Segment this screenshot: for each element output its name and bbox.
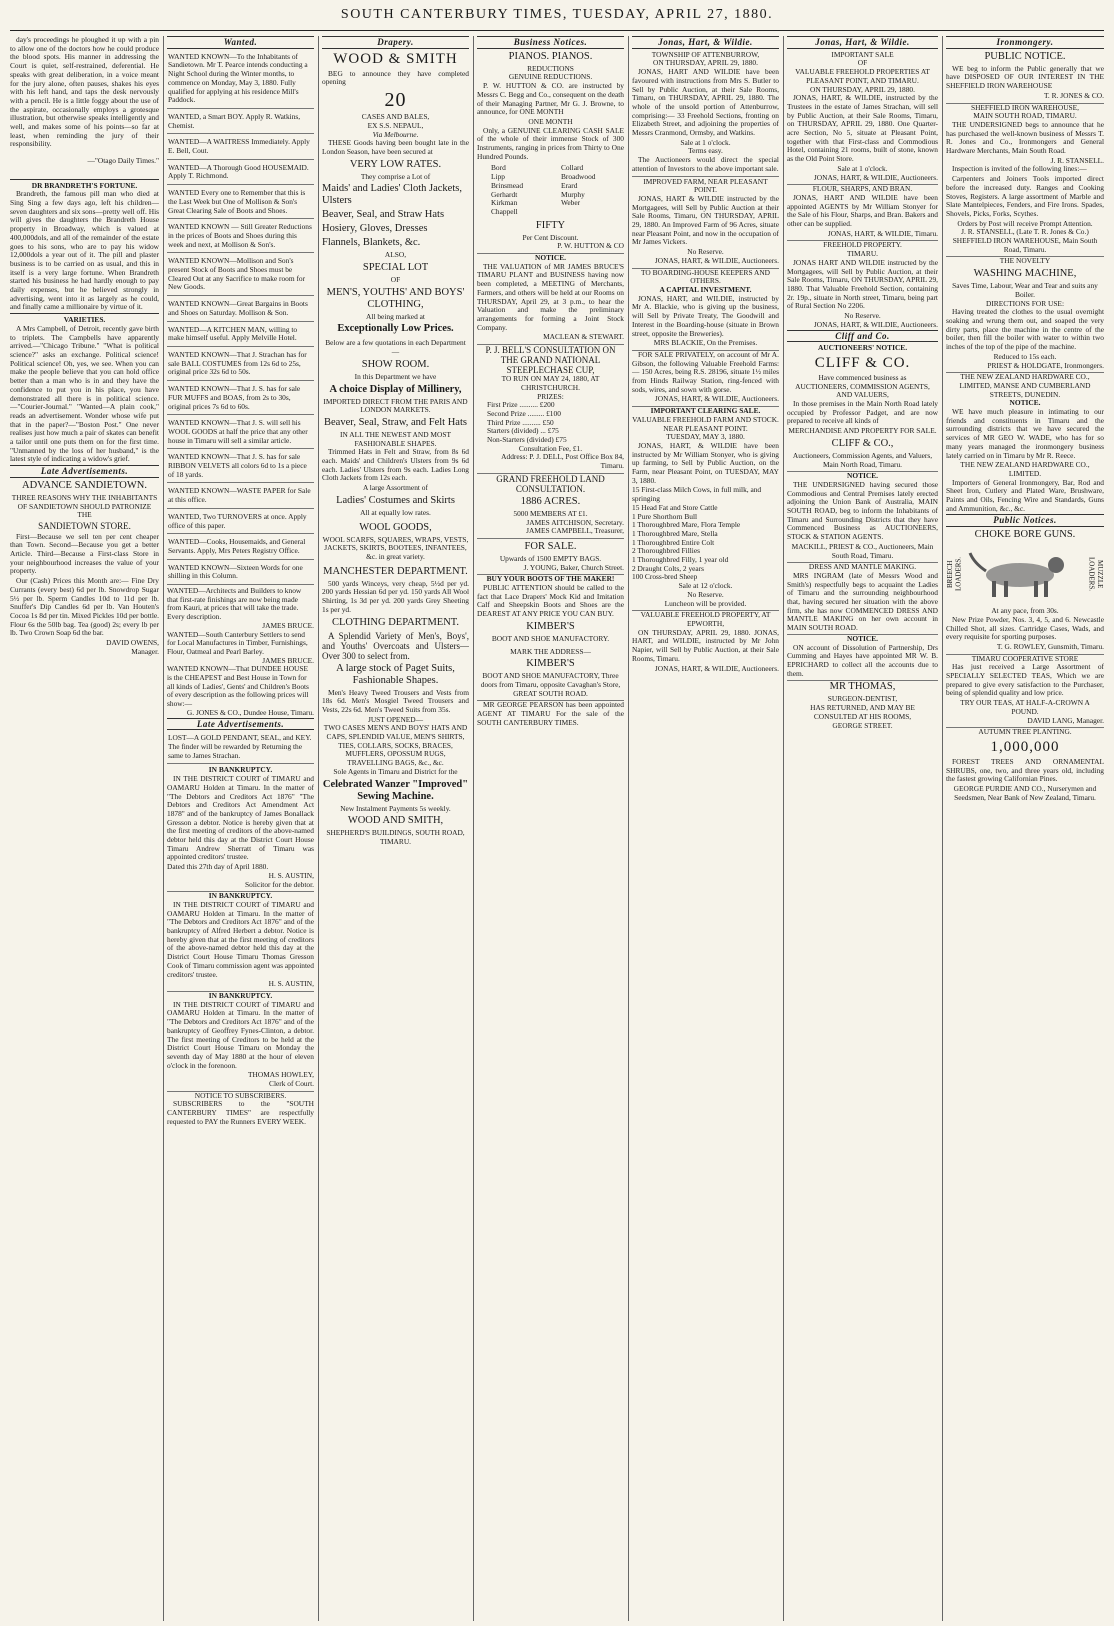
ad-text: BOOT AND SHOE MANUFACTORY. (491, 633, 610, 643)
wanted-ad: WANTED KNOWN—That DUNDEE HOUSE is the CHEAPEST and Best House in Town for all kinds of Ladies', Gents' and Children's Boots of every description as the following prices will show:— (167, 664, 309, 709)
ad-text: THESE Goods having been bought late in the London Season, have been secured at (322, 138, 469, 156)
maker-item: Weber (561, 198, 581, 208)
ad-text: ALSO, (384, 250, 407, 260)
maker-list (477, 164, 624, 216)
masthead (0, 0, 1114, 32)
column-rule (473, 36, 474, 1621)
ad-text: CASES AND BALES, (361, 112, 430, 122)
ad-text: Sole Agents in Timaru and District for the (333, 766, 458, 776)
ad-signature: JONAS, HART, & WILDIE, Auctioneers. (632, 257, 779, 269)
wanted-ad: WANTED—A WAITRESS Immediately. Apply E. Bell, Cout. (167, 136, 314, 159)
column-4 (477, 36, 624, 1621)
prize-row: Third Prize .......... £50 (487, 417, 554, 427)
ad-text: Carpenters and Joiners Tools imported direct before the increased duty. Ranges and Cooking Stoves, Registers. A large assortment of Marble and Slate Mantelpieces, Fenders, and Fire Irons. Spades, Shovels, Picks, Forks, Scythes. (946, 174, 1104, 218)
stock-item: 1 Pure Shorthorn Bull (632, 511, 698, 521)
ad-title: SHOW ROOM. (361, 358, 430, 370)
breech-label: BREECH LOADERS. (946, 557, 963, 592)
ad-text: THE VALUATION of MR JAMES BRUCE'S TIMARU PLANT and BUSINESS having now been completed, a MEETING of Merchants, Farmers, and others will be held at our Rooms on THURSDAY, April 29, at 3 p.m., to hear the Valuation and make the preliminary arrangements for forming a Joint Stock Company. (477, 261, 624, 332)
ad-text: CONSULTED AT HIS ROOMS, (813, 711, 912, 721)
ad-text: MAIN SOUTH ROAD, TIMARU. (973, 111, 1077, 121)
ad-text: New Instalment Payments 5s weekly. (340, 803, 451, 813)
story-text: A Mrs Campbell, of Detroit, recently gave birth to triplets. The Campbells have apparently arrived.—"Chicago Tribune." "What is political science?" asks an exchange. Political science! Political science! Oh, yes, we see. When you can make the people believe that you can hold office better than a man who is in and they have the confidence to put you in his place, you have demonstrated all there is in political science.—"Courier-Journal." "Wanted—A plain cook," reads an advertisement. Wonder whose wife put that in the paper?—"Boston Post." One never realises just how much a pair of skates can benefit a tailor until one puts them on for the first time. "Unmanned by the loss of her husband," is the latest style of indicating a widow's grief. (10, 323, 159, 464)
ad-text: NEAR PLEASANT POINT. (663, 423, 748, 433)
wanted-ad: WANTED KNOWN—That J. S. has for sale FUR MUFFS and BOAS, from 2s to 30s, original prices 7s 6d to 60s. (167, 383, 314, 415)
ad-text: TIMARU. (847, 249, 878, 259)
prize-row: Second Prize ......... £100 (487, 408, 561, 418)
ad-title: IN BANKRUPTCY. (208, 891, 273, 901)
muzzle-label: MUZZLE LOADERS. (1087, 557, 1104, 592)
stock-item: 1 Thoroughbred Filly, 1 year old (632, 555, 729, 565)
ad-title: NOTICE. (846, 471, 878, 481)
ad-title: WOOD & SMITH (333, 50, 458, 67)
ad-text: Per Cent Discount. (522, 232, 579, 242)
ad-text: JONAS, HART & WILDIE instructed by the Mortgagees, will Sell by Public Auction at their Sale Rooms, Timaru, ON THURSDAY, APRIL 29, 1880. An Improved Farm of 96 Acres, situate near Pleasant Point, and now in the occupation of Mr James Vickers. (632, 193, 779, 247)
wanted-ad: WANTED—Architects and Builders to know that first-rate finishings are now being made from Kauri, at prices that will take the trade. Every description. (167, 586, 302, 622)
ad-signature: GEORGE PURDIE AND CO., Nurserymen and Seedsmen, Near Bank of New Zealand, Timaru. (953, 784, 1097, 802)
ad-signature: PRIEST & HOLDGATE, Ironmongers. (946, 362, 1104, 374)
ad-signature: JONAS, HART, & WILDIE, Auctioneers. (654, 663, 779, 673)
ad-signature: P. W. HUTTON & CO (477, 242, 624, 254)
story-source: —"Otago Daily Times." (87, 155, 159, 165)
ad-title: Ladies' Costumes and Skirts (336, 494, 455, 506)
ad-signature: MACKILL, PRIEST & CO., Auctioneers, Main South Road, Timaru. (787, 543, 938, 563)
ad-title: KIMBER'S (526, 620, 575, 632)
section-heading: Public Notices. (946, 514, 1104, 527)
ad-title: KIMBER'S (526, 658, 575, 670)
ad-signature: H. S. AUSTIN, (167, 980, 314, 992)
ad-title: ADVANCE SANDIETOWN. (21, 479, 148, 491)
wanted-ad: WANTED KNOWN—To the Inhabitants of Sandietown. Mr T. Pearce intends conducting a Night School during the Winter months, to commence on Monday, May 3, 1880. Fully qualified for applying at his residence Mill's Paddock. (167, 51, 314, 109)
maker-item: Broadwood (561, 172, 596, 182)
ad-signature: J. R. STANSELL. (1050, 155, 1104, 165)
ad-signature: JONAS, HART, & WILDIE, Timaru. (787, 230, 938, 242)
ad-line: Maids' and Ladies' Cloth Jackets, Ulsters (322, 183, 462, 207)
ad-text: SUBSCRIBERS to the "SOUTH CANTERBURY TIMES" are respectfully requested to PAY the Runners EVERY WEEK. (167, 1099, 314, 1126)
ad-text: THE UNDERSIGNED begs to announce that he has purchased the well-known business of Messrs T. R. Jones and Co., Ironmongers and General Hardware Merchants, Main South Road. (946, 119, 1104, 156)
column-3 (322, 36, 469, 1621)
ad-text: Reduced to 15s each. (993, 351, 1057, 361)
ad-title: SPECIAL LOT (362, 262, 429, 274)
maker-item: Brinsmead (491, 180, 524, 190)
stock-item: 15 First-class Milch Cows, in full milk, and springing (632, 485, 762, 504)
ad-text: JONAS, HART AND WILDIE have been appointed AGENTS by Mr William Stonyer for the Sale of his Flour, Sharps, and Bran. Bakers and other can be supplied. (787, 192, 938, 229)
section-heading: Late Advertisements. (167, 718, 314, 731)
ad-title: SHEFFIELD IRON WAREHOUSE, (970, 102, 1080, 112)
column-rule (163, 36, 164, 1621)
maker-item: Bord (491, 163, 506, 173)
wanted-ad: WANTED KNOWN—That J. Strachan has for sale BALL COSTUMES from 12s 6d to 25s, original price 32s 6d to 50s. (167, 349, 314, 381)
ad-text: BEG to announce they have completed opening (322, 68, 469, 87)
ad-title: BUY YOUR BOOTS OF THE MAKER! (486, 574, 615, 584)
section-heading: Drapery. (322, 36, 469, 49)
maker-item: Kirkman (491, 198, 518, 208)
ad-text: Orders by Post will receive Prompt Attention. (957, 218, 1093, 228)
ad-title: P. J. BELL'S CONSULTATION ON THE GRAND NATIONAL STEEPLECHASE CUP, (485, 345, 616, 376)
prize-row: Non-Starters (divided) £75 (487, 435, 567, 445)
ad-text: FOR SALE PRIVATELY, on account of Mr A. Gibson, the following Valuable Freehold Farms:— 150 Acres, being R.S. 28196, situate 1½ miles from Hinds Railway Station, ring-fenced with sods, wires, and sown with gorse. (632, 349, 779, 394)
column-rule (783, 36, 784, 1621)
stock-item: 1 Thoroughbred Entire Colt (632, 537, 715, 547)
ad-number: 20 (384, 89, 407, 112)
ad-text: A large Assortment of (363, 483, 428, 493)
ad-text: PRIZES: (537, 391, 564, 401)
ad-text: MRS BLACKIE, On the Premises. (632, 339, 779, 351)
ad-text: TRY OUR TEAS, AT HALF-A-CROWN A POUND. (960, 698, 1090, 716)
column-5 (632, 36, 779, 1621)
ad-title: IN BANKRUPTCY. (208, 990, 273, 1000)
ad-signature: JONAS, HART, & WILDIE, Auctioneers. (632, 395, 779, 407)
wanted-ad: WANTED KNOWN—Sixteen Words for one shilling in this Column. (167, 562, 314, 585)
ad-title: IMPORTANT CLEARING SALE. (650, 406, 761, 416)
ad-title: AUTUMN TREE PLANTING. (978, 727, 1072, 737)
ad-text: MRS INGRAM (late of Messrs Wood and Smith's) respectfully begs to acquaint the Ladies of Timaru and the surrounding neighbourhood that, having secured her situation with the above firm, she has now COMMENCED DRESS AND MANTLE MAKING on her own account in MAIN SOUTH ROAD. (787, 570, 938, 633)
ad-text: Auctioneers, Commission Agents, and Valuers, Main North Road, Timaru. (787, 452, 938, 472)
ad-text: No Reserve. (844, 311, 881, 321)
ad-title: CLIFF & CO., (831, 437, 894, 449)
ad-title: PUBLIC NOTICE. (984, 50, 1066, 62)
ad-text: JONAS HART AND WILDIE instructed by the Mortgagees, will Sell by Public Auction, at their Sale Rooms, Timaru, ON THURSDAY, APRIL 29, 1880. That Valuable Freehold Section, containing 2r. 19p., situate in North street, Timaru, being part of Rural Section No 2206. (787, 257, 938, 311)
ad-text: MR GEORGE PEARSON has been appointed AGENT AT TIMARU For the sale of the SOUTH CANTERBURY TIMES. (477, 700, 624, 727)
ad-line: Hosiery, Gloves, Dresses (322, 223, 428, 235)
ad-text: All being marked at (366, 311, 425, 321)
column-rule (628, 36, 629, 1621)
ad-text: MARK THE ADDRESS— (510, 646, 591, 656)
ad-text: WE beg to inform the Public generally that we have DISPOSED OF OUR INTEREST IN THE SHEFFIELD IRON WAREHOUSE (946, 63, 1104, 91)
ad-title: IN BANKRUPTCY. (208, 765, 273, 775)
wanted-ad: WANTED KNOWN—That J. S. has for sale RIBBON VELVETS all colors 6d to 1s a piece of 18 yards. (167, 451, 314, 483)
ad-title: NOTICE. (1009, 398, 1041, 408)
ad-text: GENUINE REDUCTIONS. (508, 72, 593, 82)
ad-text: Having treated the clothes to the usual overnight soaking and wrung them out, and soaped the very dirty parts, place the machine in the centre of the boiler, then fill the boiler with water to within two inches of the top of the pipe of the machine. (946, 307, 1104, 352)
ad-signature: DAVID LANG, Manager. (946, 717, 1104, 729)
ad-text: WE have much pleasure in intimating to our friends and constituents in Timaru and the surrounding districts that we have secured the services of MR GEO W. WADE, who has for so many years managed the ironmongery business lately carried on in Timaru by Mr R. Reece. (946, 407, 1104, 460)
ad-title: PIANOS. PIANOS. (508, 50, 593, 62)
ad-title: VALUABLE FREEHOLD PROPERTY, AT EPWORTH, (640, 610, 771, 628)
ad-text: OF (857, 58, 868, 68)
ad-title: VALUABLE FREEHOLD FARM AND STOCK. (632, 414, 779, 424)
ad-text: FOREST TREES AND ORNAMENTAL SHRUBS, one, two, and three years old, including the fastest growing Californian Pines. (946, 757, 1104, 784)
ad-title: THE NOVELTY (999, 256, 1051, 266)
wanted-ad: WANTED KNOWN—Mollison and Son's present Stock of Boots and Shoes must be Cleared Out at any Sacrifice to make room for New Goods. (167, 255, 314, 296)
ad-text: Terms easy. (688, 146, 723, 156)
ad-title: IMPROVED FARM, NEAR PLEASANT POINT. (643, 176, 768, 195)
ad-text: No Reserve. (687, 589, 724, 599)
ad-title: A large stock of Paget Suits, Fashionable Shapes. (336, 662, 455, 686)
ad-signature: Manager. (131, 646, 159, 656)
ad-text: HAS RETURNED, AND MAY BE (810, 703, 915, 713)
ad-text: WOOL SCARFS, SQUARES, WRAPS, VESTS, JACKETS, SKIRTS, BOOTEES, INFANTEES, &c. in great variety. (322, 534, 469, 561)
maker-item: Gerhardt (491, 189, 518, 199)
ad-text: ON THURSDAY, APRIL 29, 1880. (810, 84, 915, 94)
ad-text: PUBLIC ATTENTION should be called to the fact that Lace Drapers' Mock Kid and Imitation Calf and Sheepskin Boots and Shoes are the DEAREST AT ANY PRICE YOU CAN BUY. (477, 583, 624, 619)
maker-item: Lipp (491, 172, 505, 182)
ad-title: CLOTHING DEPARTMENT. (331, 616, 460, 628)
ad-signature: DAVID OWENS, (106, 638, 159, 648)
ad-text: Only, a GENUINE CLEARING CASH SALE of the whole of their immense Stock of 300 Instruments, ranging in prices from Thirty to One Hundred Pounds. (477, 125, 624, 161)
ad-signature: J. R. STANSELL, (Late T. R. Jones & Co.) SHEFFIELD IRON WAREHOUSE, Main South Road, Timaru. (946, 228, 1104, 257)
ad-text: JUST OPENED— (367, 714, 424, 724)
ad-text: Via Melbourne. (372, 129, 419, 139)
ad-title: THE NEW ZEALAND HARDWARE CO., LIMITED. (960, 460, 1090, 478)
ad-text: Sale at 1 o'clock. (680, 137, 731, 147)
ad-text: Inspection is invited of the following lines:— (952, 164, 1087, 174)
ad-title: Beaver, Seal, Straw, and Felt Hats (324, 416, 467, 428)
ad-title: NOTICE TO SUBSCRIBERS. (167, 1091, 314, 1101)
ad-signature: JAMES AITCHISON, Secretary. (526, 517, 624, 527)
ad-text: TWO CASES MEN'S AND BOYS' HATS AND CAPS, SPLENDID VALUE, MEN'S SHIRTS, TIES, COLLARS, SOCKS, BRACES, MUFFLERS, OPOSSUM RUGS, TRAVELLING BAGS, &c., &c. (323, 723, 468, 768)
ad-title: WASHING MACHINE, (973, 268, 1077, 280)
ad-signature: Address: P. J. DELL, Post Office Box 84, Timaru. (477, 453, 624, 473)
ad-signature: H. S. AUSTIN, (268, 870, 314, 880)
ad-text: BOOT AND SHOE MANUFACTORY, Three doors from Timaru, opposite Cavaghan's Store, GREAT SOUTH ROAD. (477, 672, 624, 701)
ad-title: Celebrated Wanzer "Improved" Sewing Machine. (322, 778, 469, 802)
ad-signature: MACLEAN & STEWART. (477, 333, 624, 345)
wanted-ad: WANTED Every one to Remember that this is the Last Week but One of Mollison & Son's Great Clearing Sale of Boots and Shoes. (167, 187, 314, 219)
column-1 (10, 36, 159, 1621)
ad-text: No Reserve. (687, 247, 724, 257)
ad-text: REDUCTIONS (527, 63, 574, 73)
ad-text: ON account of Dissolution of Partnership, Drs Cumming and Hayes have appointed MR W. B. EPRICHARD to collect all the accounts due to them. (787, 642, 938, 678)
story-heading: VARIETIES. (10, 313, 159, 325)
wanted-ad: WANTED, a Smart BOY. Apply R. Watkins, Chemist. (167, 111, 314, 134)
ad-title: MANCHESTER DEPARTMENT. (323, 565, 468, 577)
wanted-ad: WANTED—A KITCHEN MAN, willing to make himself useful. Apply Melville Hotel. (167, 324, 314, 347)
ad-title: NOTICE. (787, 634, 938, 644)
ad-signature: JONAS, HART, & WILDIE, Auctioneers. (787, 174, 938, 186)
wanted-ad: WANTED KNOWN—That J. S. will sell his WOOL GOODS at half the price that any other house in Timaru will sell a similar article. (167, 417, 314, 449)
maker-item: Murphy (561, 189, 585, 199)
ad-text: New Prize Powder, Nos. 3, 4, 5, and 6. Newcastle Chilled Shot, all sizes. Cartridge Cases, Wads, and every requisite for sporting purposes. (946, 614, 1104, 642)
stock-item: 2 Thoroughbred Fillies (632, 546, 701, 556)
ad-subtitle: SANDIETOWN STORE. (38, 520, 131, 531)
ad-text: GEORGE STREET. (832, 720, 893, 730)
ad-signature: THOMAS HOWLEY, (248, 1070, 314, 1080)
ad-text: Sale at 1 o'clock. (837, 163, 888, 173)
prize-row: Starters (divided) ... £75 (487, 426, 559, 436)
bankruptcy-notice: IN THE DISTRICT COURT of TIMARU and OAMARU Holden at Timaru. In the matter of "The Debtors and Creditors Act 1876" and of the bankruptcy of Alfred Herbert a debtor. Notice is hereby given that at the first meeting of creditors of the above-named debtor held this day at the District Court House Timaru Thomas Gresson Cook of Timaru commission agent was appointed creditors' trustee. (167, 899, 314, 979)
ad-text: Saves Time, Labour, Wear and Tear and suits any Boiler. (952, 281, 1098, 299)
ad-text: First—Because we sell ten per cent cheaper than Town. Second—Because you get a better Article. Third—Because a First-class Store in your neighbourhood increases the value of your property. (10, 531, 159, 576)
ad-text: JONAS, HART, and WILDIE, instructed by Mr A. Blackie, who is giving up the business, will Sell by Private Treaty, The Goodwill and Interest in the Boarding-house (situate in Brown street, opposite the Breweries). (632, 293, 779, 338)
ad-text: JONAS, HART AND WILDIE have been favoured with instructions from Mrs S. Butler to Sell by Public Auction, at their Sale Rooms, Timaru, on THURSDAY, APRIL 29, 1880. The whole of the unsold portion of Attenburrow, comprising:— 33 Freehold Sections, fronting on Elizabeth Street, and adjoining the properties of Messrs Cranmond, Ormsby, and Watkins. (632, 67, 779, 138)
ad-text: Importers of General Ironmongery, Bar, Rod and Sheet Iron, Cutlery and Plated Ware, Brushware, Paints and Oils, Fencing Wire and Standards, Guns and Ammunition, &c., &c. (946, 477, 1104, 513)
wanted-ad: WANTED—Cooks, Housemaids, and General Servants. Apply, Mrs Peters Registry Office. (167, 536, 314, 559)
ad-signature: JAMES BRUCE. (262, 620, 314, 630)
ad-signature: Solicitor for the debtor. (167, 881, 314, 893)
ad-text: EX S.S. NEPAUL, (367, 120, 424, 130)
ad-text: THREE REASONS WHY THE INHABITANTS OF SANDIETOWN SHOULD PATRONIZE THE (11, 492, 158, 520)
masthead-rule (10, 30, 1104, 31)
wanted-ad: WANTED—South Canterbury Settlers to send for Local Manufactures in Timber, Furnishings, Flour, Oatmeal and Pearl Barley. (167, 629, 308, 656)
stock-list (632, 486, 779, 582)
ad-title: VERY LOW RATES. (349, 158, 442, 170)
ad-title: A choice Display of Millinery, (329, 383, 462, 395)
ad-text: ONE MONTH (528, 116, 573, 126)
section-heading: Ironmongery. (946, 36, 1104, 49)
ad-text: A Splendid Variety of Men's, Boys', and Youths' Overcoats and Ulsters—Over 300 to select from. (322, 630, 469, 661)
ad-text: Have commenced business as (818, 372, 907, 382)
ad-title: MEN'S, YOUTHS' AND BOYS' CLOTHING, (326, 286, 465, 310)
ad-signature: J. YOUNG, Baker, Church Street. (477, 564, 624, 576)
ad-title: MR THOMAS, (787, 680, 938, 693)
ad-title: MERCHANDISE AND PROPERTY FOR SALE. (788, 426, 937, 436)
ad-text: OF (390, 275, 401, 285)
prize-list (477, 401, 624, 445)
ad-text: In those premises in the Main North Road lately occupied by Professor Padget, and are now prepared to receive all kinds of (787, 399, 938, 426)
ad-title: 1886 ACRES. (520, 495, 581, 507)
section-heading: Late Advertisements. (10, 465, 159, 478)
ad-text: Sale at 12 o'clock. (678, 581, 733, 591)
ad-signature: T. R. JONES & CO. (946, 92, 1104, 104)
maker-item: Chappell (491, 206, 518, 216)
ad-text: Luncheon will be provided. (632, 600, 779, 612)
wanted-ad: WANTED—A Thorough Good HOUSEMAID. Apply T. Richmond. (167, 162, 314, 185)
ad-text: IMPORTED DIRECT FROM THE PARIS AND LONDON MARKETS. (323, 396, 468, 415)
ad-signature: JAMES CAMPBELL, Treasurer, (477, 527, 624, 539)
ad-title: THE NEW ZEALAND HARDWARE CO., LIMITED, MANSE AND CUMBERLAND STREETS, DUNEDIN. (959, 372, 1091, 399)
ad-text: Our (Cash) Prices this Month are:— Fine Dry Currants (every best) 6d per lb. Snowdrop Sugar 5½ per lb. Sperm Candles 10d to 11d per lb. Snuffer's Dip Candles 6d per lb. Van Houten's Cocoa 1s 8d per tin. Mixed Pickles 10d per bottle. Flour 6s the 50lb bag. Tea (good) 2s; every lb per lb. Two Crown Soap 6d the bar. (10, 576, 159, 638)
stock-item: 2 Draught Colts, 2 years (632, 563, 705, 573)
ad-text: Upwards of 1500 EMPTY BAGS. (499, 553, 602, 563)
ad-text: TO RUN ON MAY 24, 1880, AT CHRISTCHURCH. (501, 374, 600, 392)
column-7 (946, 36, 1104, 1621)
story-text: Brandreth, the famous pill man who died at Sing Sing a few days ago, left his children—seven daughters and six sons—pretty well off. His will gives the daughters the Brandreth House property in Broadway, which is valued at 400,000dols, and all of the remainder of the estate goes to his sons, who are to pay his widow 12,000dols a year out of it. The pill and plaster business is to be carried on as usual, and this in itself is a very large fortune. When Brandreth started his business he had hardly enough to pay daily expenses, but he believed strongly in advertising, went into it as largely as he could, and finally came a millionaire by virtue of it. (10, 189, 159, 312)
ad-text: Below are a few quotations in each Department— (325, 338, 466, 357)
column-rule (318, 36, 319, 1621)
section-heading: Jonas, Hart, & Wildie. (632, 36, 779, 49)
section-heading: Wanted. (167, 36, 314, 49)
ad-signature: JAMES BRUCE. (262, 655, 314, 665)
stock-item: 15 Head Fat and Store Cattle (632, 502, 718, 512)
ad-text: The Auctioneers would direct the special attention of Investors to the above important sale. (632, 156, 779, 176)
ad-text: Trimmed Hats in Felt and Straw, from 8s 6d each. Maids' and Children's Ulsters from 9s 6d each. Ladies' Ulsters from 9s each. Ladies Long Cloth Jackets from 12s each. (322, 447, 469, 483)
ad-signature: JONAS, HART, & WILDIE, Auctioneers. (813, 319, 938, 329)
ad-text: They comprise a Lot of (360, 171, 431, 181)
ad-text: THE UNDERSIGNED having secured those Commodious and Central Premises lately erected adjoining the Union Bank of Australia, MAIN SOUTH ROAD, beg to inform the Inhabitants of Timaru and Surrounding Districts that they have Commenced Business as AUCTIONEERS, STOCK & STATION AGENTS. (787, 479, 938, 542)
gun-illustration (946, 543, 1104, 605)
ad-title: CHOKE BORE GUNS. (974, 529, 1076, 541)
ad-text: SURGEON-DENTIST, (827, 694, 898, 704)
prize-row: First Prize .......... £200 (487, 400, 555, 410)
section-heading: Cliff and Co. (787, 330, 938, 343)
bankruptcy-notice: IN THE DISTRICT COURT of TIMARU and OAMARU Holden at Timaru. In the matter of "The Debtors and Creditors Act 1876" "The Debtors and Creditors Act Amendment Act 1878" and of the bankruptcy of James Bonallack Gresson a debtor. Notice is hereby given that at the first meeting of creditors of the above-named debtor held this day at the District Court House Timaru Andrew Sherratt of Timaru was appointed creditors' trustee. (167, 774, 314, 862)
section-heading: Business Notices. (477, 36, 624, 49)
ad-text: 500 yards Winceys, very cheap, 5½d per yd. 200 yards Hessian 6d per yd. 150 yards All Wool Shirting, 1s 3d per yd. 200 yards Grey Sheeting 1s per yd. (322, 578, 469, 614)
ad-line: Beaver, Seal, and Straw Hats (322, 209, 445, 221)
wanted-ad: WANTED KNOWN — Still Greater Reductions in the prices of Boots and Shoes during this week and next, at Mollison & Son's. (167, 221, 314, 253)
ad-title: WOOL GOODS, (359, 521, 432, 533)
maker-item: Erard (561, 180, 578, 190)
maker-item: Collard (561, 163, 584, 173)
wanted-ad: WANTED KNOWN—WASTE PAPER for Sale at this office. (167, 485, 314, 508)
ad-text: JONAS, HART, & WILDIE, instructed by the Trustees in the estate of James Strachan, will sell by Public Auction, at their Sale Rooms, Timaru, on THURSDAY, APRIL 29, 1880. One Quarter-acre Section, No 5, situate at Pleasant Point, together with that First-class and Commodious Hotel, containing 21 rooms, built of stone, known as the Old Point Store. (787, 93, 938, 164)
ad-number: 1,000,000 (990, 739, 1060, 755)
ad-text: Has just received a Large Assortment of SPECIALLY SELECTED TEAS, Which we are prepared to give every satisfaction to the Purchaser, being of splendid quality and low price. (946, 662, 1104, 698)
ad-title: CLIFF & CO. (814, 354, 911, 371)
ad-text: ON THURSDAY, APRIL 29, 1880. JONAS, HART, and WILDIE, instructed by Mr John Napier, will Sell by Public Auction, at their Sale Rooms, Timaru. (632, 627, 779, 663)
lost-ad: LOST—A GOLD PENDANT, SEAL, and KEY. The finder will be rewarded by Returning the same to James Strachan. (167, 732, 314, 764)
dog-icon (968, 547, 1074, 601)
masthead-title: SOUTH CANTERBURY TIMES, TUESDAY, APRIL 27, 1880. (340, 7, 774, 22)
ad-title: DRESS AND MANTLE MAKING. (808, 562, 917, 572)
column-2 (167, 36, 314, 1621)
ad-text: IN ALL THE NEWEST AND MOST FASHIONABLE SHAPES. (340, 429, 451, 448)
ad-title: TO BOARDING-HOUSE KEEPERS AND OTHERS. (641, 267, 770, 286)
ad-text: TUESDAY, MAY 3, 1880. (666, 432, 745, 442)
ad-text: All at equally low rates. (360, 507, 431, 517)
ad-title: DIRECTIONS FOR USE: (985, 298, 1065, 308)
ad-text: P. W. HUTTON & CO. are instructed by Messrs C. Begg and Co., consequent on the death of their Managing Partner, Mr G. J. Browne, to announce, for ONE MONTH (477, 81, 624, 117)
stock-item: 1 Thoroughbred Mare, Flora Temple (632, 520, 741, 530)
stock-item: 100 Cross-bred Sheep (632, 572, 698, 582)
ad-title: GRAND FREEHOLD LAND CONSULTATION. (496, 473, 605, 494)
ad-line: Flannels, Blankets, &c. (322, 237, 421, 249)
ad-title: A CAPITAL INVESTMENT. (659, 284, 752, 294)
ad-text: Men's Heavy Tweed Trousers and Vests from 18s 6d. Men's Mosgiel Tweed Trousers and Vests, 22s 6d. Men's Tweed Suits from 35s. (322, 687, 469, 714)
ad-text: Consultation Fee, £1. (518, 443, 583, 453)
ad-text: At any pace, from 30s. (991, 606, 1059, 616)
story-text: day's proceedings he ploughed it up with a pin to allow one of the doctors how he could produce the blood spots. His manner in addressing the Court is quiet, self-restrained, deferential. He speaks with great deliberation, in a voice meant for the jury alone, often pauses, shakes his eyes with his left hand, and taps the desk nervously with a pencil. He is a little foggy about the use of the aspirate, occasionally employs a grotesque illustration, but otherwise speaks intelligently and well, and makes some of his points—so far at least, when reminding the jury of their responsibility. (10, 36, 159, 149)
ad-title: IMPORTANT SALE (831, 49, 894, 59)
wanted-ad: WANTED, Two TURNOVERS at once. Apply office of this paper. (167, 511, 314, 534)
ad-title: TIMARU COOPERATIVE STORE (971, 653, 1079, 663)
ad-signature: Clerk of Court. (269, 1079, 314, 1089)
column-rule (942, 36, 943, 1621)
ad-title: FIFTY (535, 219, 566, 231)
ad-title: TOWNSHIP OF ATTENBURROW, (651, 49, 760, 59)
ad-title: FREEHOLD PROPERTY. (823, 240, 902, 250)
ad-text: AUCTIONEERS, COMMISSION AGENTS, AND VALUERS, (795, 381, 930, 400)
ad-title: Exceptionally Low Prices. (337, 323, 454, 335)
ad-text: JONAS, HART, & WILDIE have been instructed by Mr William Stonyer, who is giving up farming, to Sell by Public Auction, on the Farm, near Pleasant Point, on TUESDAY, MAY 3, 1880. (632, 440, 779, 485)
stock-item: 1 Thoroughbred Mare, Stella (632, 528, 718, 538)
ad-signature: T. G. ROWLEY, Gunsmith, Timaru. (946, 643, 1104, 655)
ad-text: ON THURSDAY, APRIL 29, 1880. (653, 58, 758, 68)
ad-signature: G. JONES & CO., Dundee House, Timaru. (186, 707, 314, 717)
ad-title: FOR SALE. (524, 540, 577, 552)
ad-text: SHEPHERD'S BUILDINGS, SOUTH ROAD, TIMARU. (326, 828, 465, 846)
column-6 (787, 36, 938, 1621)
story-heading: DR BRANDRETH'S FORTUNE. (10, 179, 159, 191)
ad-title: FLOUR, SHARPS, AND BRAN. (812, 184, 913, 194)
wanted-ad: WANTED KNOWN—Great Bargains in Boots and Shoes on Saturday. Mollison & Son. (167, 298, 314, 321)
ad-title: WOOD AND SMITH, (347, 815, 444, 827)
ad-title: VALUABLE FREEHOLD PROPERTIES AT PLEASANT POINT, AND TIMARU. (795, 67, 930, 85)
ad-date: Dated this 27th day of April 1880. (167, 862, 269, 872)
ad-text: 5000 MEMBERS AT £1. (513, 508, 588, 518)
bankruptcy-notice: IN THE DISTRICT COURT of TIMARU and OAMARU Holden at Timaru. In the matter of "The Debtors and Creditors Act 1876" and of the bankruptcy of Geoffrey Fynes-Clinton, a debtor. The first meeting of Creditors to be held at the District Court House Timaru on Monday the seventh day of May 1880 at the hour of eleven o'clock in the forenoon. (167, 999, 314, 1070)
ad-title: NOTICE. (534, 253, 566, 263)
ad-text: In this Department we have (354, 371, 437, 381)
ad-title: AUCTIONEERS' NOTICE. (817, 343, 908, 353)
section-heading: Jonas, Hart, & Wildie. (787, 36, 938, 49)
